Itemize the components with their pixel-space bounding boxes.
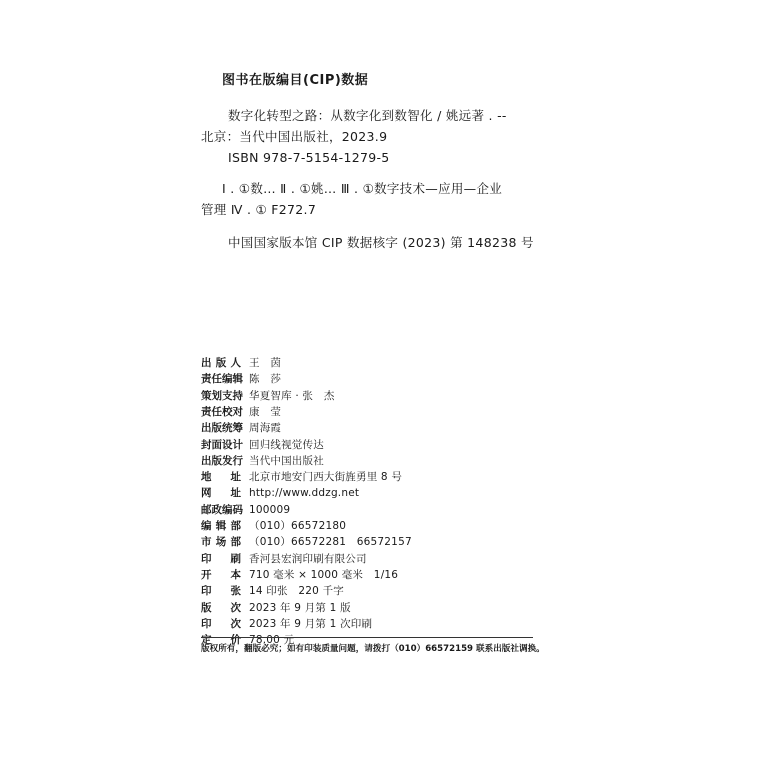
imprint-value: 周海霞: [249, 422, 282, 435]
imprint-value: 2023 年 9 月第 1 次印刷: [249, 617, 373, 630]
imprint-value: 王 茵: [249, 357, 282, 369]
imprint-label: 出版发行: [201, 454, 243, 467]
imprint-value: 2023 年 9 月第 1 版: [249, 601, 351, 614]
imprint-value: 当代中国出版社: [249, 454, 324, 467]
imprint-value: （010）66572180: [249, 520, 347, 532]
imprint-label: 封面设计: [201, 438, 243, 451]
cip-subjects-line: Ⅰ . ①数… Ⅱ . ①姚… Ⅲ . ①数字技术—应用—企业: [222, 181, 503, 196]
imprint-label: 责任编辑: [201, 373, 243, 386]
imprint-value: 香河县宏润印刷有限公司: [249, 552, 367, 565]
imprint-value: 回归线视觉传达: [249, 438, 324, 451]
imprint-label: 印刷: [201, 552, 241, 565]
imprint-label: 责任校对: [201, 405, 243, 418]
imprint-label: 开本: [201, 568, 241, 581]
imprint-label: 网址: [201, 487, 241, 500]
imprint-value: 北京市地安门西大街旌勇里 8 号: [249, 471, 403, 484]
cip-title-line: 数字化转型之路：从数字化到数智化 / 姚远著 . --: [228, 108, 507, 123]
cip-isbn: ISBN 978-7-5154-1279-5: [228, 150, 390, 165]
imprint-value: 78.00 元: [249, 634, 295, 647]
cip-record-number: 中国国家版本馆 CIP 数据核字 (2023) 第 148238 号: [228, 235, 534, 250]
imprint-label: 编辑部: [201, 520, 241, 532]
imprint-value: 华夏智库 · 张 杰: [249, 389, 335, 402]
imprint-label: 出版统筹: [201, 422, 243, 435]
imprint-value: （010）66572281 66572157: [249, 536, 412, 549]
imprint-label: 定价: [201, 634, 241, 647]
imprint-value: 康 莹: [249, 405, 282, 418]
imprint-value: 100009: [249, 503, 291, 516]
imprint-value: 14 印张 220 千字: [249, 585, 344, 598]
imprint-value: 陈 莎: [249, 373, 282, 386]
cip-publisher-line: 北京：当代中国出版社，2023.9: [201, 129, 388, 144]
imprint-label: 地址: [201, 471, 241, 484]
imprint-label: 邮政编码: [201, 503, 243, 516]
imprint-label: 策划支持: [201, 389, 243, 402]
imprint-label: 版次: [201, 601, 241, 614]
cip-heading: 图书在版编目(CIP)数据: [222, 73, 369, 88]
imprint-label: 印张: [201, 585, 241, 598]
divider-rule: [201, 637, 533, 638]
copyright-notice: 版权所有，翻版必究；如有印装质量问题，请拨打（010）66572159 联系出版社调换。: [201, 644, 545, 654]
cip-classification-line: 管理 Ⅳ . ① F272.7: [201, 202, 317, 217]
imprint-label: 出版人: [201, 357, 241, 369]
imprint-label: 市场部: [201, 536, 241, 549]
imprint-label: 印次: [201, 617, 241, 630]
imprint-value: http://www.ddzg.net: [249, 487, 360, 500]
imprint-value: 710 毫米 × 1000 毫米 1/16: [249, 568, 399, 581]
